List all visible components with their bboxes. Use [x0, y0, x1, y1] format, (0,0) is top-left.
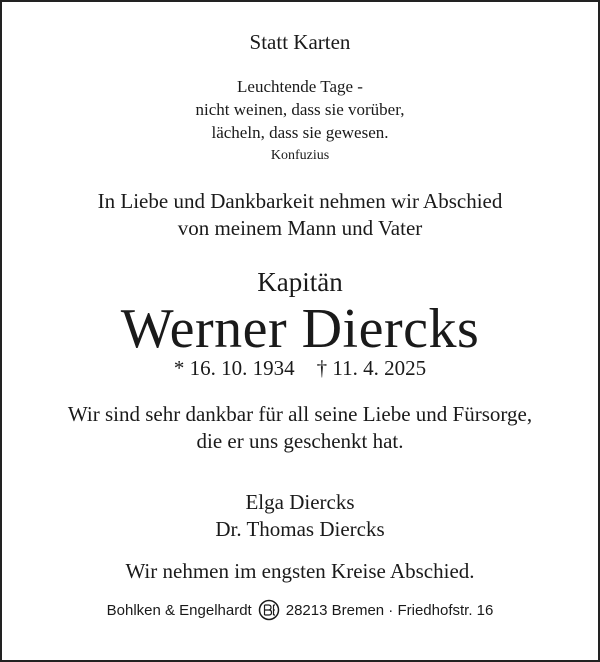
be-monogram-icon [258, 599, 280, 621]
thanks-line-1: Wir sind sehr dankbar für all seine Liebe und Fürsorge, [67, 402, 533, 426]
signer-1: Elga Diercks [245, 490, 355, 514]
thanks-line-2: die er uns geschenkt hat. [196, 429, 404, 453]
deceased-name: Werner Diercks [120, 298, 480, 360]
birth-date: * 16. 10. 1934 [173, 356, 295, 380]
funeral-home-footer [0, 599, 600, 621]
intro-line-2: von meinem Mann und Vater [177, 216, 423, 240]
company-address: 28213 Bremen · Friedhofstr. 16 [285, 601, 494, 619]
quote-author: Konfuzius [270, 148, 330, 163]
company-name: Bohlken & Engelhardt [106, 601, 252, 619]
quote-line-1: Leuchtende Tage - [237, 77, 363, 96]
quote-line-2: nicht weinen, dass sie vorüber, [195, 100, 405, 119]
intro-line-1: In Liebe und Dankbarkeit nehmen wir Abschied [97, 189, 503, 213]
death-date: † 11. 4. 2025 [316, 356, 427, 380]
notice-header: Statt Karten [249, 30, 351, 54]
signer-2: Dr. Thomas Diercks [215, 517, 385, 541]
farewell-note: Wir nehmen im engsten Kreise Abschied. [125, 559, 475, 583]
quote-line-3: lächeln, dass sie gewesen. [211, 123, 389, 142]
life-dates [0, 356, 600, 381]
deceased-title: Kapitän [257, 267, 343, 297]
